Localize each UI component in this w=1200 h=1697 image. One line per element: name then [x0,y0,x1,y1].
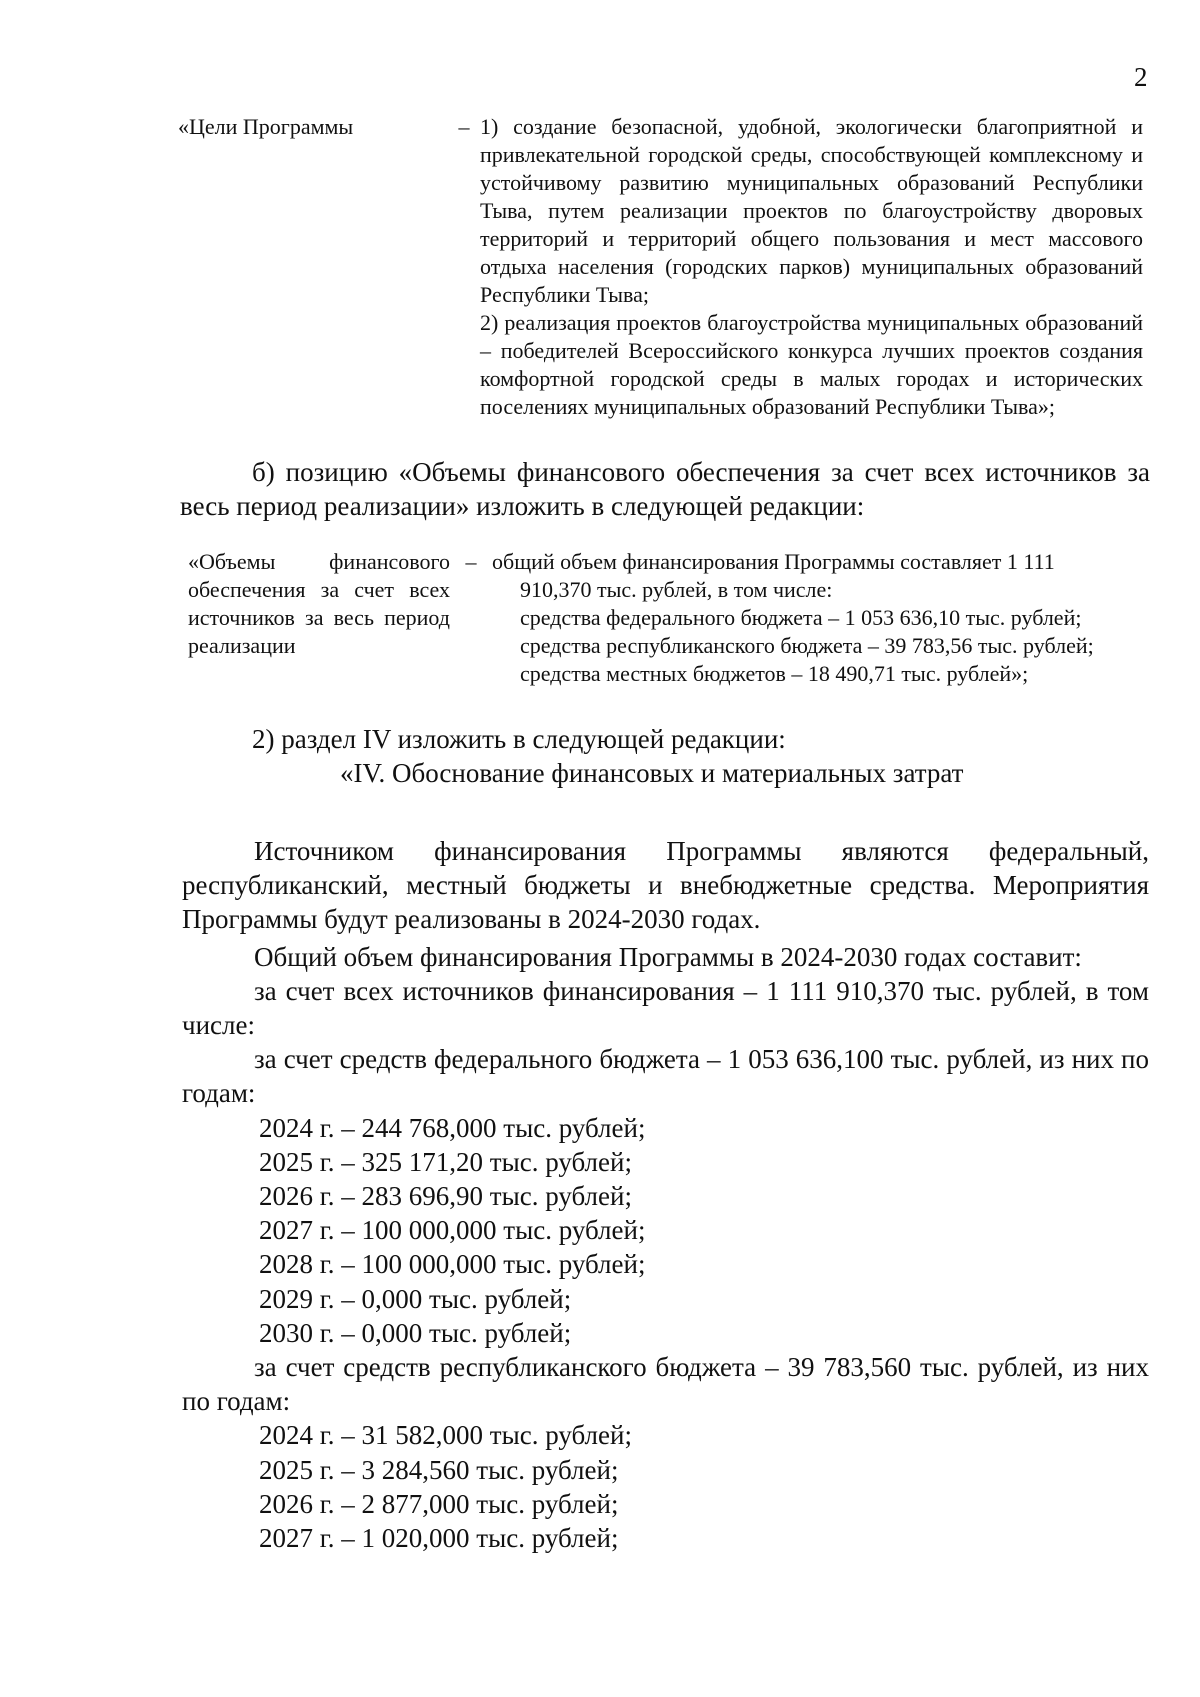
republic-year-line: 2027 г. – 1 020,000 тыс. рублей; [259,1523,619,1554]
funding-dash: – [465,549,477,574]
goals-paragraph-1: 1) создание безопасной, удобной, экологически благоприятной и привлекательной городской среды, способствующей комплексному и устойчивому развитию муниципальных образований Республики Тыва, путем реализации проектов по благоустройству дворовых территорий и территорий общего пользования и мест массового отдыха населения (городских парков) муниципальных образований Республики Тыва; [480,114,1143,307]
item-b-paragraph: б) позицию «Объемы финансового обеспечения за счет всех источников за весь период реализации» изложить в следующей редакции: [180,457,1150,522]
republic-intro-paragraph: за счет средств республиканского бюджета – 39 783,560 тыс. рублей, из них по годам: [182,1352,1149,1417]
republic-year-line: 2025 г. – 3 284,560 тыс. рублей; [259,1454,619,1485]
goals-value [480,113,1143,421]
federal-year-line: 2026 г. – 283 696,90 тыс. рублей; [259,1181,632,1212]
funding-line-3: средства федерального бюджета – 1 053 636,10 тыс. рублей; [520,605,1082,630]
republic-year-line: 2024 г. – 31 582,000 тыс. рублей; [259,1420,632,1451]
federal-year-line: 2025 г. – 325 171,20 тыс. рублей; [259,1146,632,1177]
federal-intro-paragraph: за счет средств федерального бюджета – 1 053 636,100 тыс. рублей, из них по годам: [182,1044,1149,1109]
funding-line-2: 910,370 тыс. рублей, в том числе: [520,577,833,602]
section-header-block [180,722,1150,790]
funding-label: «Объемы финансового обеспечения за счет всех источников за весь период реализации [188,549,450,658]
goals-label: «Цели Программы [178,114,354,139]
goals-dash: – [458,114,470,139]
federal-year-line: 2027 г. – 100 000,000 тыс. рублей; [259,1215,646,1246]
federal-year-line: 2030 г. – 0,000 тыс. рублей; [259,1317,572,1348]
funding-table [188,548,1143,688]
item-2-paragraph: 2) раздел IV изложить в следующей редакции: [252,724,786,754]
goals-paragraph-2: 2) реализация проектов благоустройства муниципальных образований – победителей Всероссийского конкурса лучших проектов создания комфортной городской среды в малых городах и исторических поселениях муниципальных образований Республики Тыва»; [480,310,1143,419]
item-b-block [180,455,1150,523]
goals-table [178,113,1143,421]
federal-year-line: 2024 г. – 244 768,000 тыс. рублей; [259,1112,646,1143]
federal-year-line: 2029 г. – 0,000 тыс. рублей; [259,1283,572,1314]
federal-year-line: 2028 г. – 100 000,000 тыс. рублей; [259,1249,646,1280]
sources-paragraph: Источником финансирования Программы являются федеральный, республиканский, местный бюджеты и внебюджетные средства. Мероприятия Программы будут реализованы в 2024-2030 годах. [182,836,1149,935]
funding-line-1: общий объем финансирования Программы составляет 1 111 [492,549,1055,574]
funding-line-4: средства республиканского бюджета – 39 783,56 тыс. рублей; [520,633,1094,658]
funding-line-5: средства местных бюджетов – 18 490,71 тыс. рублей»; [520,661,1029,686]
page-number: 2 [1134,62,1148,92]
funding-value [492,548,1143,688]
republic-year-line: 2026 г. – 2 877,000 тыс. рублей; [259,1488,619,1519]
total-intro-paragraph: Общий объем финансирования Программы в 2024-2030 годах составит: [254,941,1082,972]
financing-body [182,834,1149,1555]
all-sources-paragraph: за счет всех источников финансирования – 1 111 910,370 тыс. рублей, в том числе: [182,975,1149,1041]
section-title: «IV. Обоснование финансовых и материальных затрат [340,758,964,789]
